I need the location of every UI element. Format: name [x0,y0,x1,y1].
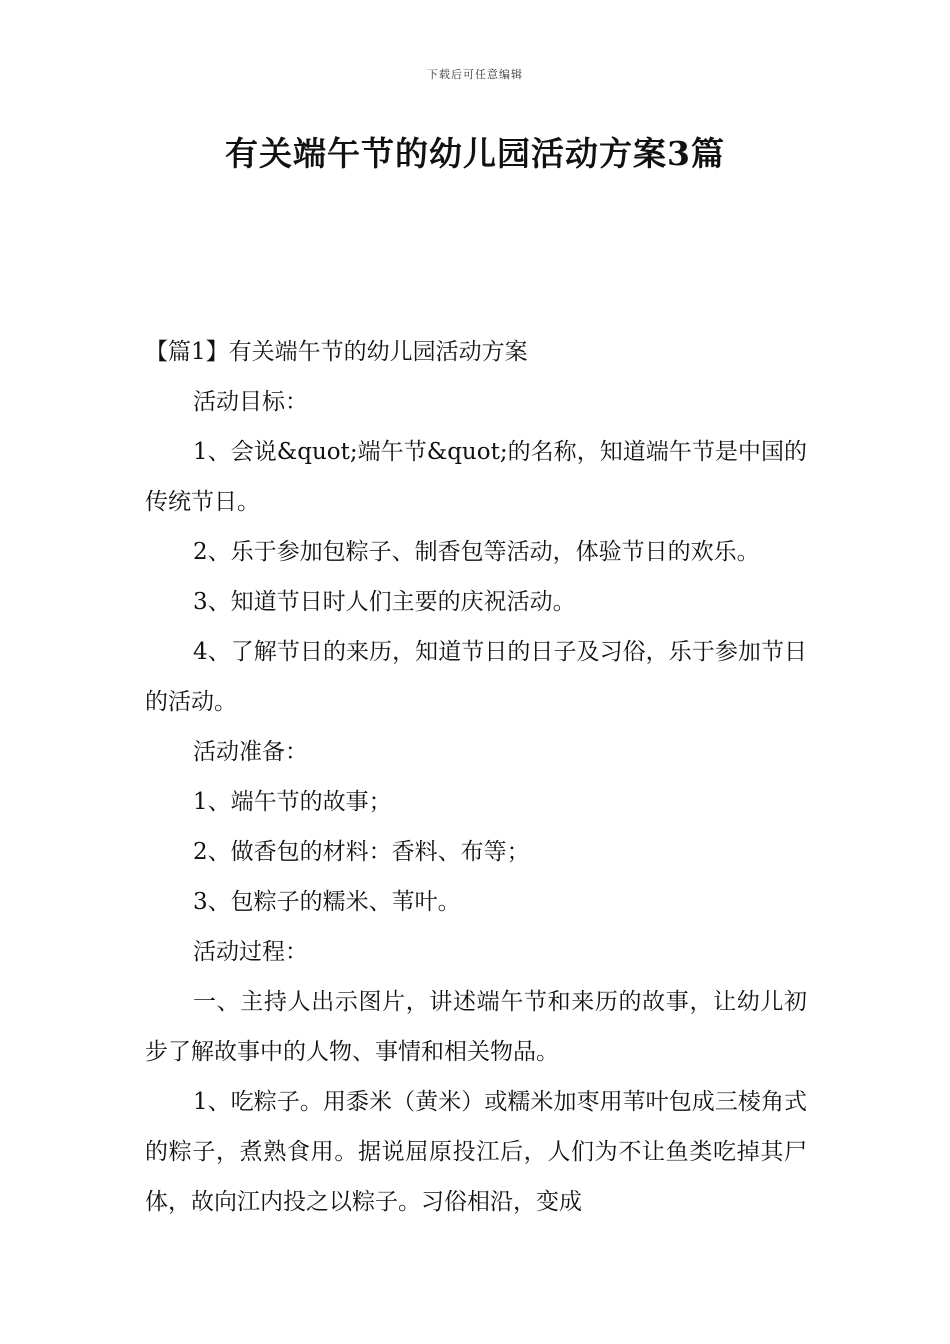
paragraph: 3、包粽子的糯米、苇叶。 [193,889,461,915]
paragraph: 2、乐于参加包粽子、制香包等活动，体验节日的欢乐。 [193,539,760,565]
paragraph: 2、做香包的材料：香料、布等； [193,839,530,865]
paragraph: 活动目标： [193,389,308,415]
paragraph: 活动过程： [193,939,308,965]
document-title: 有关端午节的幼儿园活动方案3篇 [225,134,725,173]
paragraph: 一、主持人出示图片，讲述端午节和来历的故事，让幼儿初步了解故事中的人物、事情和相关物品。 [145,989,807,1065]
paragraph: 1、会说&quot;端午节&quot;的名称，知道端午节是中国的传统节日。 [145,439,807,515]
paragraph: 活动准备： [193,739,308,765]
section-heading: 【篇1】有关端午节的幼儿园活动方案 [145,339,528,365]
paragraph: 1、吃粽子。用黍米（黄米）或糯米加枣用苇叶包成三棱角式的粽子，煮熟食用。据说屈原投江后，人们为不让鱼类吃掉其尸体，故向江内投之以粽子。习俗相沿，变成 [145,1089,807,1215]
paragraph: 1、端午节的故事； [193,789,392,815]
paragraph: 4、了解节日的来历，知道节日的日子及习俗，乐于参加节日的活动。 [145,639,807,715]
document-body [145,327,807,1227]
page-header-note: 下载后可任意编辑 [427,68,523,81]
paragraph: 3、知道节日时人们主要的庆祝活动。 [193,589,576,615]
